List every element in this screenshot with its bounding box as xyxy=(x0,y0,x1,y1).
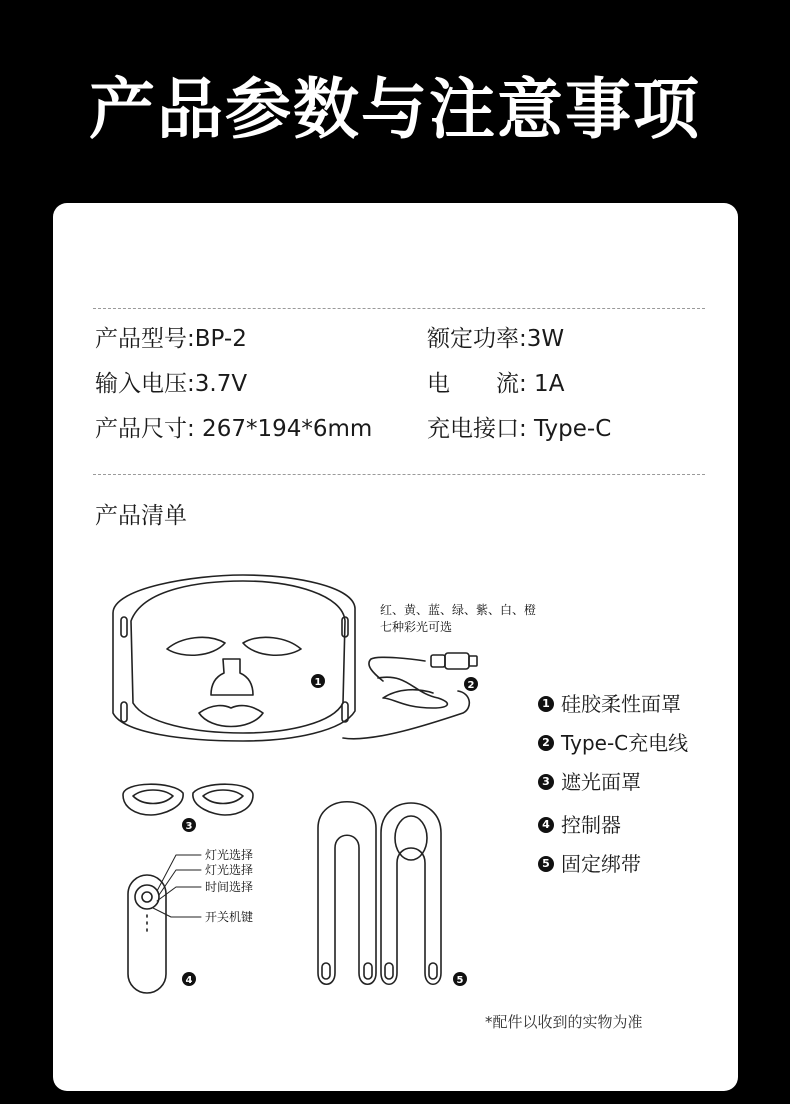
spec-power: 额定功率:3W xyxy=(427,326,565,352)
package-list-title: 产品清单 xyxy=(95,503,187,529)
legend-item-controller xyxy=(538,812,621,838)
eye-shields-drawing xyxy=(123,784,253,815)
callout-5: 5 xyxy=(456,975,464,986)
legend-num-4: 4 xyxy=(538,817,554,833)
callout-3: 3 xyxy=(185,821,193,832)
legend-num-5: 5 xyxy=(538,856,554,872)
legend-num-3: 3 xyxy=(538,774,554,790)
legend-item-mask xyxy=(538,691,681,717)
legend-item-eye-shield xyxy=(538,769,641,795)
legend-num-2: 2 xyxy=(538,735,554,751)
footnote: *配件以收到的实物为准 xyxy=(485,1013,643,1031)
spec-size: 产品尺寸: 267*194*6mm xyxy=(95,416,373,442)
legend-num-1: 1 xyxy=(538,696,554,712)
strap-drawing xyxy=(318,802,441,985)
legend-label-controller: 控制器 xyxy=(561,813,621,837)
color-note-line1: 红、黄、蓝、绿、紫、白、橙 xyxy=(380,603,537,617)
legend-label-eye-shield: 遮光面罩 xyxy=(561,770,641,794)
controller-label-light-2: 灯光选择 xyxy=(205,863,254,877)
legend-label-cable: Type-C充电线 xyxy=(561,731,689,755)
legend-label-mask: 硅胶柔性面罩 xyxy=(561,692,681,716)
controller-label-light-1: 灯光选择 xyxy=(205,848,254,862)
callout-1: 1 xyxy=(314,677,322,688)
product-illustration xyxy=(53,203,738,1091)
controller-label-time: 时间选择 xyxy=(205,880,254,894)
content-card xyxy=(53,203,738,1091)
color-note-line2: 七种彩光可选 xyxy=(380,620,453,634)
face-mask-drawing xyxy=(113,575,477,741)
callout-2: 2 xyxy=(467,680,475,691)
controller-label-power: 开关机键 xyxy=(205,910,254,924)
legend-label-strap: 固定绑带 xyxy=(561,852,641,876)
callout-4: 4 xyxy=(185,975,193,986)
spec-model: 产品型号:BP-2 xyxy=(95,326,247,352)
spec-current: 电 流: 1A xyxy=(427,371,565,397)
spec-port: 充电接口: Type-C xyxy=(427,416,612,442)
callout-badges xyxy=(182,674,478,986)
spec-input-voltage: 输入电压:3.7V xyxy=(95,371,248,397)
legend-item-cable xyxy=(538,730,688,756)
page-title: 产品参数与注意事项 xyxy=(89,71,701,148)
legend-item-strap xyxy=(538,851,641,877)
